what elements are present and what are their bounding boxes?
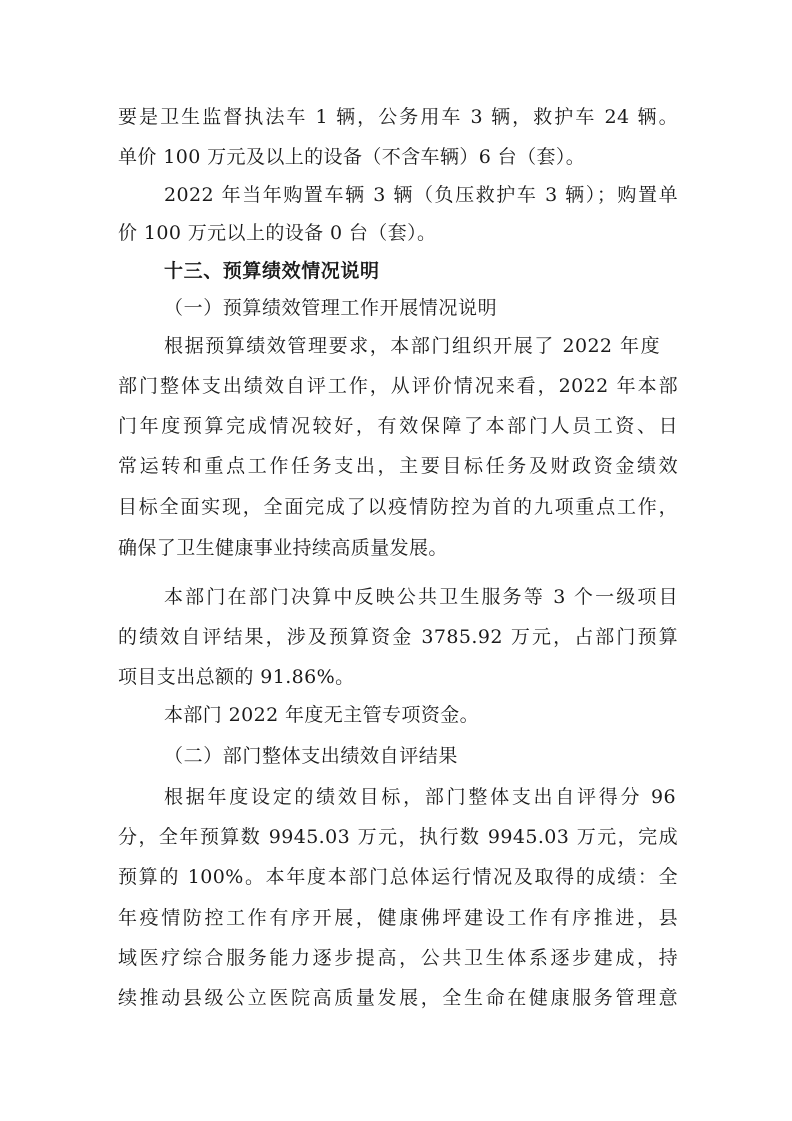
- subsection-1-paragraph-a-line-5: 目标全面实现，全面完成了以疫情防控为首的九项重点工作，: [118, 496, 678, 518]
- subsection-2-paragraph-a-line-5: 域医疗综合服务能力逐步提高，公共卫生体系逐步建成，持: [118, 947, 678, 969]
- subsection-heading-1: （一）预算绩效管理工作开展情况说明: [164, 297, 498, 319]
- subsection-2-paragraph-a-line-1: 根据年度设定的绩效目标，部门整体支出自评得分 96: [164, 786, 676, 808]
- subsection-1-paragraph-b-line-3: 项目支出总额的 91.86%。: [118, 666, 355, 688]
- subsection-heading-2: （二）部门整体支出绩效自评结果: [164, 745, 459, 767]
- subsection-1-paragraph-a-line-2: 部门整体支出绩效自评工作，从评价情况来看，2022 年本部: [118, 375, 678, 397]
- subsection-1-paragraph-a-line-1: 根据预算绩效管理要求，本部门组织开展了 2022 年度: [164, 335, 660, 357]
- subsection-2-paragraph-a-line-3: 预算的 100%。本年度本部门总体运行情况及取得的成绩：全: [118, 866, 678, 888]
- paragraph-2-line-2: 价 100 万元以上的设备 0 台（套）。: [118, 222, 437, 244]
- paragraph-1-line-1: 要是卫生监督执法车 1 辆，公务用车 3 辆，救护车 24 辆。: [118, 106, 678, 128]
- subsection-2-paragraph-a-line-2: 分，全年预算数 9945.03 万元，执行数 9945.03 万元，完成: [118, 826, 678, 848]
- subsection-2-paragraph-a-line-6: 续推动县级公立医院高质量发展，全生命在健康服务管理意: [118, 987, 678, 1009]
- subsection-1-paragraph-b-line-2: 的绩效自评结果，涉及预算资金 3785.92 万元，占部门预算: [118, 626, 678, 648]
- section-heading: 十三、预算绩效情况说明: [164, 260, 380, 282]
- paragraph-1-line-2: 单价 100 万元及以上的设备（不含车辆）6 台（套）。: [118, 146, 586, 168]
- subsection-1-paragraph-b-line-1: 本部门在部门决算中反映公共卫生服务等 3 个一级项目: [164, 586, 678, 608]
- subsection-1-paragraph-a-line-6: 确保了卫生健康事业持续高质量发展。: [118, 537, 448, 559]
- subsection-2-paragraph-a-line-4: 年疫情防控工作有序开展，健康佛坪建设工作有序推进，县: [118, 907, 678, 929]
- subsection-1-paragraph-c-line-1: 本部门 2022 年度无主管专项资金。: [164, 704, 480, 726]
- subsection-1-paragraph-a-line-3: 门年度预算完成情况较好，有效保障了本部门人员工资、日: [118, 415, 678, 437]
- paragraph-2-line-1: 2022 年当年购置车辆 3 辆（负压救护车 3 辆）；购置单: [164, 184, 678, 206]
- subsection-1-paragraph-a-line-4: 常运转和重点工作任务支出，主要目标任务及财政资金绩效: [118, 455, 678, 477]
